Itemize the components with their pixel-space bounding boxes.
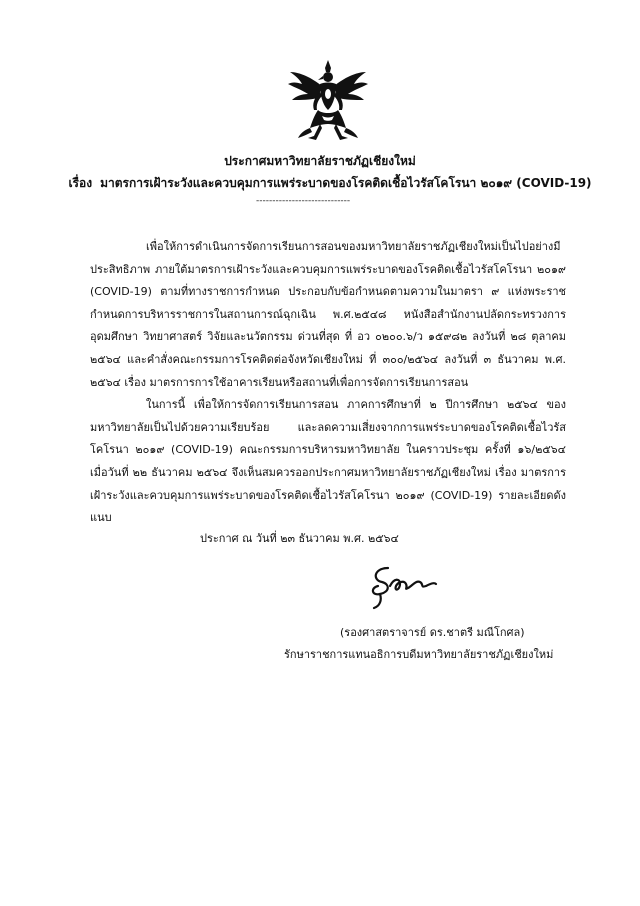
announcement-date: ประกาศ ณ วันที่ ๒๓ ธันวาคม พ.ศ. ๒๕๖๔: [200, 532, 399, 545]
document-title: ประกาศมหาวิทยาลัยราชภัฏเชียงใหม่: [224, 154, 416, 168]
document-subject: [60, 174, 600, 192]
subject-label: เรื่อง: [68, 176, 93, 190]
paragraph-2: ในการนี้ เพื่อให้การจัดการเรียนการสอน ภาคการศึกษาที่ ๒ ปีการศึกษา ๒๕๖๔ ของมหาวิทยาลัยเป็นไปด้วยความเรียบร้อย และลดความเสี่ยงจากการแพร่ระบาดของโรคติดเชื้อไวรัสโคโรนา ๒๐๑๙ (COVID-19) คณะกรรมการบริหารมหาวิทยาลัย ในคราวประชุม ครั้งที่ ๑๖/๒๕๖๔ เมื่อวันที่ ๒๒ ธันวาคม ๒๕๖๔ จึงเห็นสมควรออกประกาศมหาวิทยาลัยราชภัฏเชียงใหม่ เรื่อง มาตรการเฝ้าระวังและควบคุมการแพร่ระบาดของโรคติดเชื้อไวรัสโคโรนา ๒๐๑๙ (COVID-19) รายละเอียดดังแนบ: [90, 398, 566, 525]
signer-role: รักษาราชการแทนอธิการบดีมหาวิทยาลัยราชภัฏเชียงใหม่: [284, 648, 554, 661]
handwritten-signature-icon: [360, 562, 440, 612]
paragraph-1: เพื่อให้การดำเนินการจัดการเรียนการสอนของมหาวิทยาลัยราชภัฏเชียงใหม่เป็นไปอย่างมีประสิทธิภาพ ภายใต้มาตรการเฝ้าระวังและควบคุมการแพร่ระบาดของโรคติดเชื้อไวรัสโคโรนา ๒๐๑๙ (COVID-19) ตามที่ทางราชการกำหนด ประกอบกับข้อกำหนดตามความในมาตรา ๙ แห่งพระราชกำหนดการบริหารราชการในสถานการณ์ฉุกเฉิน พ.ศ.๒๕๔๘ หนังสือสำนักงานปลัดกระทรวงการอุดมศึกษา วิทยาศาสตร์ วิจัยและนวัตกรรม ด่วนที่สุด ที่ อว ๐๒๐๐.๖/ว ๑๕๙๘๒ ลงวันที่ ๒๘ ตุลาคม ๒๕๖๔ และคำสั่งคณะกรรมการโรคติดต่อจังหวัดเชียงใหม่ ที่ ๓๐๐/๒๕๖๔ ลงวันที่ ๓ ธันวาคม พ.ศ. ๒๕๖๔ เรื่อง มาตรการการใช้อาคารเรียนหรือสถานที่เพื่อการจัดการเรียนการสอน: [90, 240, 566, 389]
separator-line: -----------------------------: [256, 196, 351, 206]
document-body: [90, 236, 566, 530]
subject-text: มาตรการเฝ้าระวังและควบคุมการแพร่ระบาดของโรคติดเชื้อไวรัสโคโรนา ๒๐๑๙ (COVID-19): [100, 176, 592, 190]
garuda-emblem-icon: [286, 58, 370, 144]
signer-name: (รองศาสตราจารย์ ดร.ชาตรี มณีโกศล): [340, 626, 525, 639]
